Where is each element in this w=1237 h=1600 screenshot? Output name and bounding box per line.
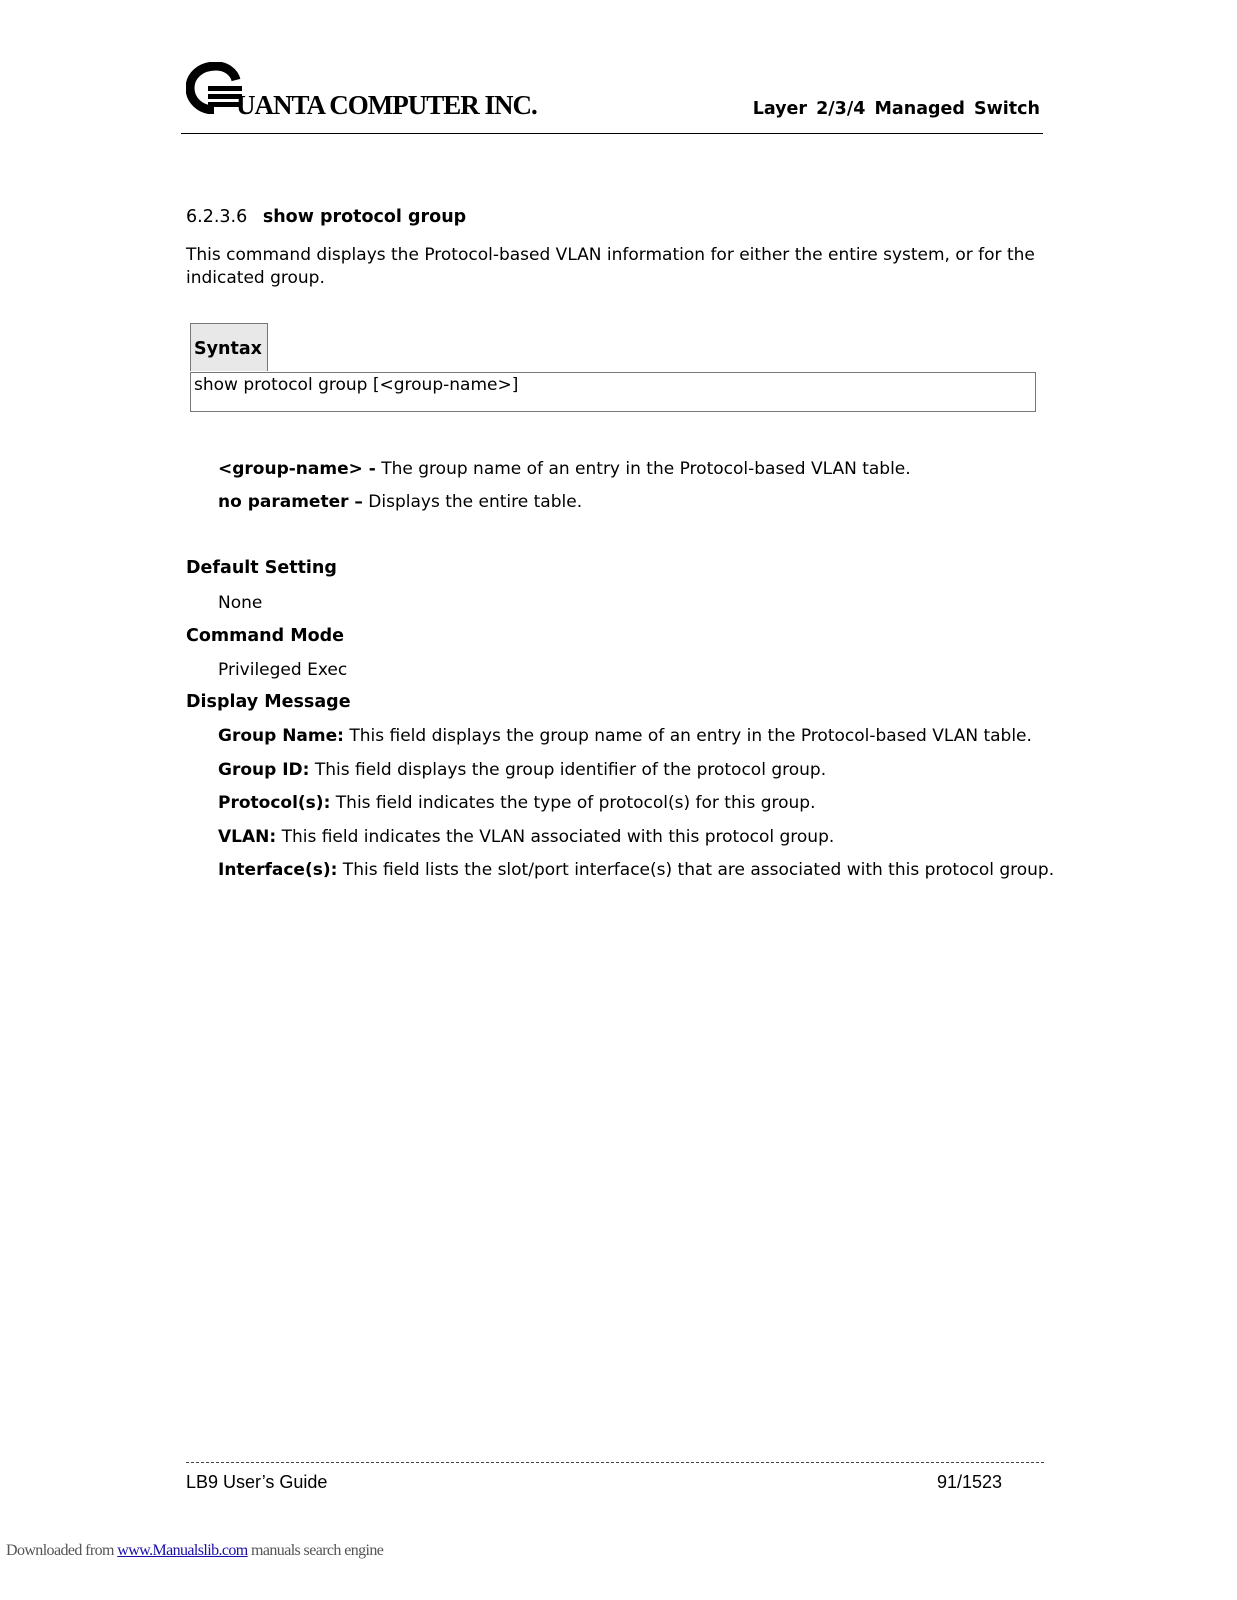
parameter-name: no parameter – (218, 492, 363, 512)
manualslib-link[interactable]: www.Manualslib.com (117, 1542, 248, 1559)
download-banner-prefix: Downloaded from (6, 1542, 118, 1559)
parameter-desc: Displays the entire table. (362, 492, 583, 512)
section-heading (186, 207, 466, 227)
field-desc: This field indicates the type of protocol(s) for this group. (330, 793, 816, 813)
download-banner-suffix: manuals search engine (247, 1542, 384, 1559)
company-logo (186, 62, 586, 122)
section-number: 6.2.3.6 (186, 207, 248, 227)
document-header-title: Layer 2/3/4 Managed Switch (752, 99, 1040, 119)
syntax-command-box: show protocol group [<group-name>] (190, 372, 1036, 412)
intro-paragraph: This command displays the Protocol-based VLAN information for either the entire system, or for the indicated group. (186, 245, 1035, 288)
parameter-desc: The group name of an entry in the Protocol-based VLAN table. (375, 459, 911, 479)
field-desc: This field indicates the VLAN associated with this protocol group. (276, 827, 835, 847)
field-name: VLAN: (218, 827, 277, 847)
field-name: Group Name: (218, 726, 344, 746)
field-name: Interface(s): (218, 860, 338, 880)
default-setting-value: None (218, 593, 263, 613)
parameter-name: <group-name> - (218, 459, 376, 479)
field-desc: This field lists the slot/port interface(s) that are associated with this protocol group. (337, 860, 1055, 880)
display-field-item (218, 725, 1032, 747)
command-mode-heading: Command Mode (186, 626, 345, 646)
parameter-item (218, 458, 911, 480)
section-title: show protocol group (262, 207, 467, 227)
default-setting-heading: Default Setting (186, 558, 337, 578)
field-desc: This field displays the group identifier of the protocol group. (309, 760, 827, 780)
display-field-item (218, 792, 816, 814)
syntax-label: Syntax (190, 323, 268, 371)
footer-page-number: 91/1523 (937, 1472, 1003, 1492)
header-divider (181, 133, 1043, 134)
display-message-heading: Display Message (186, 692, 351, 712)
field-desc: This field displays the group name of an entry in the Protocol-based VLAN table. (343, 726, 1032, 746)
download-banner (6, 1542, 383, 1560)
parameter-item (218, 491, 582, 513)
field-name: Group ID: (218, 760, 310, 780)
command-mode-value: Privileged Exec (218, 660, 348, 680)
footer-divider (186, 1462, 1044, 1463)
footer-guide-name: LB9 User’s Guide (186, 1472, 328, 1492)
display-field-item (218, 859, 1054, 881)
display-field-item (218, 759, 826, 781)
field-name: Protocol(s): (218, 793, 331, 813)
logo-text: UANTA COMPUTER INC. (236, 90, 537, 120)
display-field-item (218, 826, 834, 848)
